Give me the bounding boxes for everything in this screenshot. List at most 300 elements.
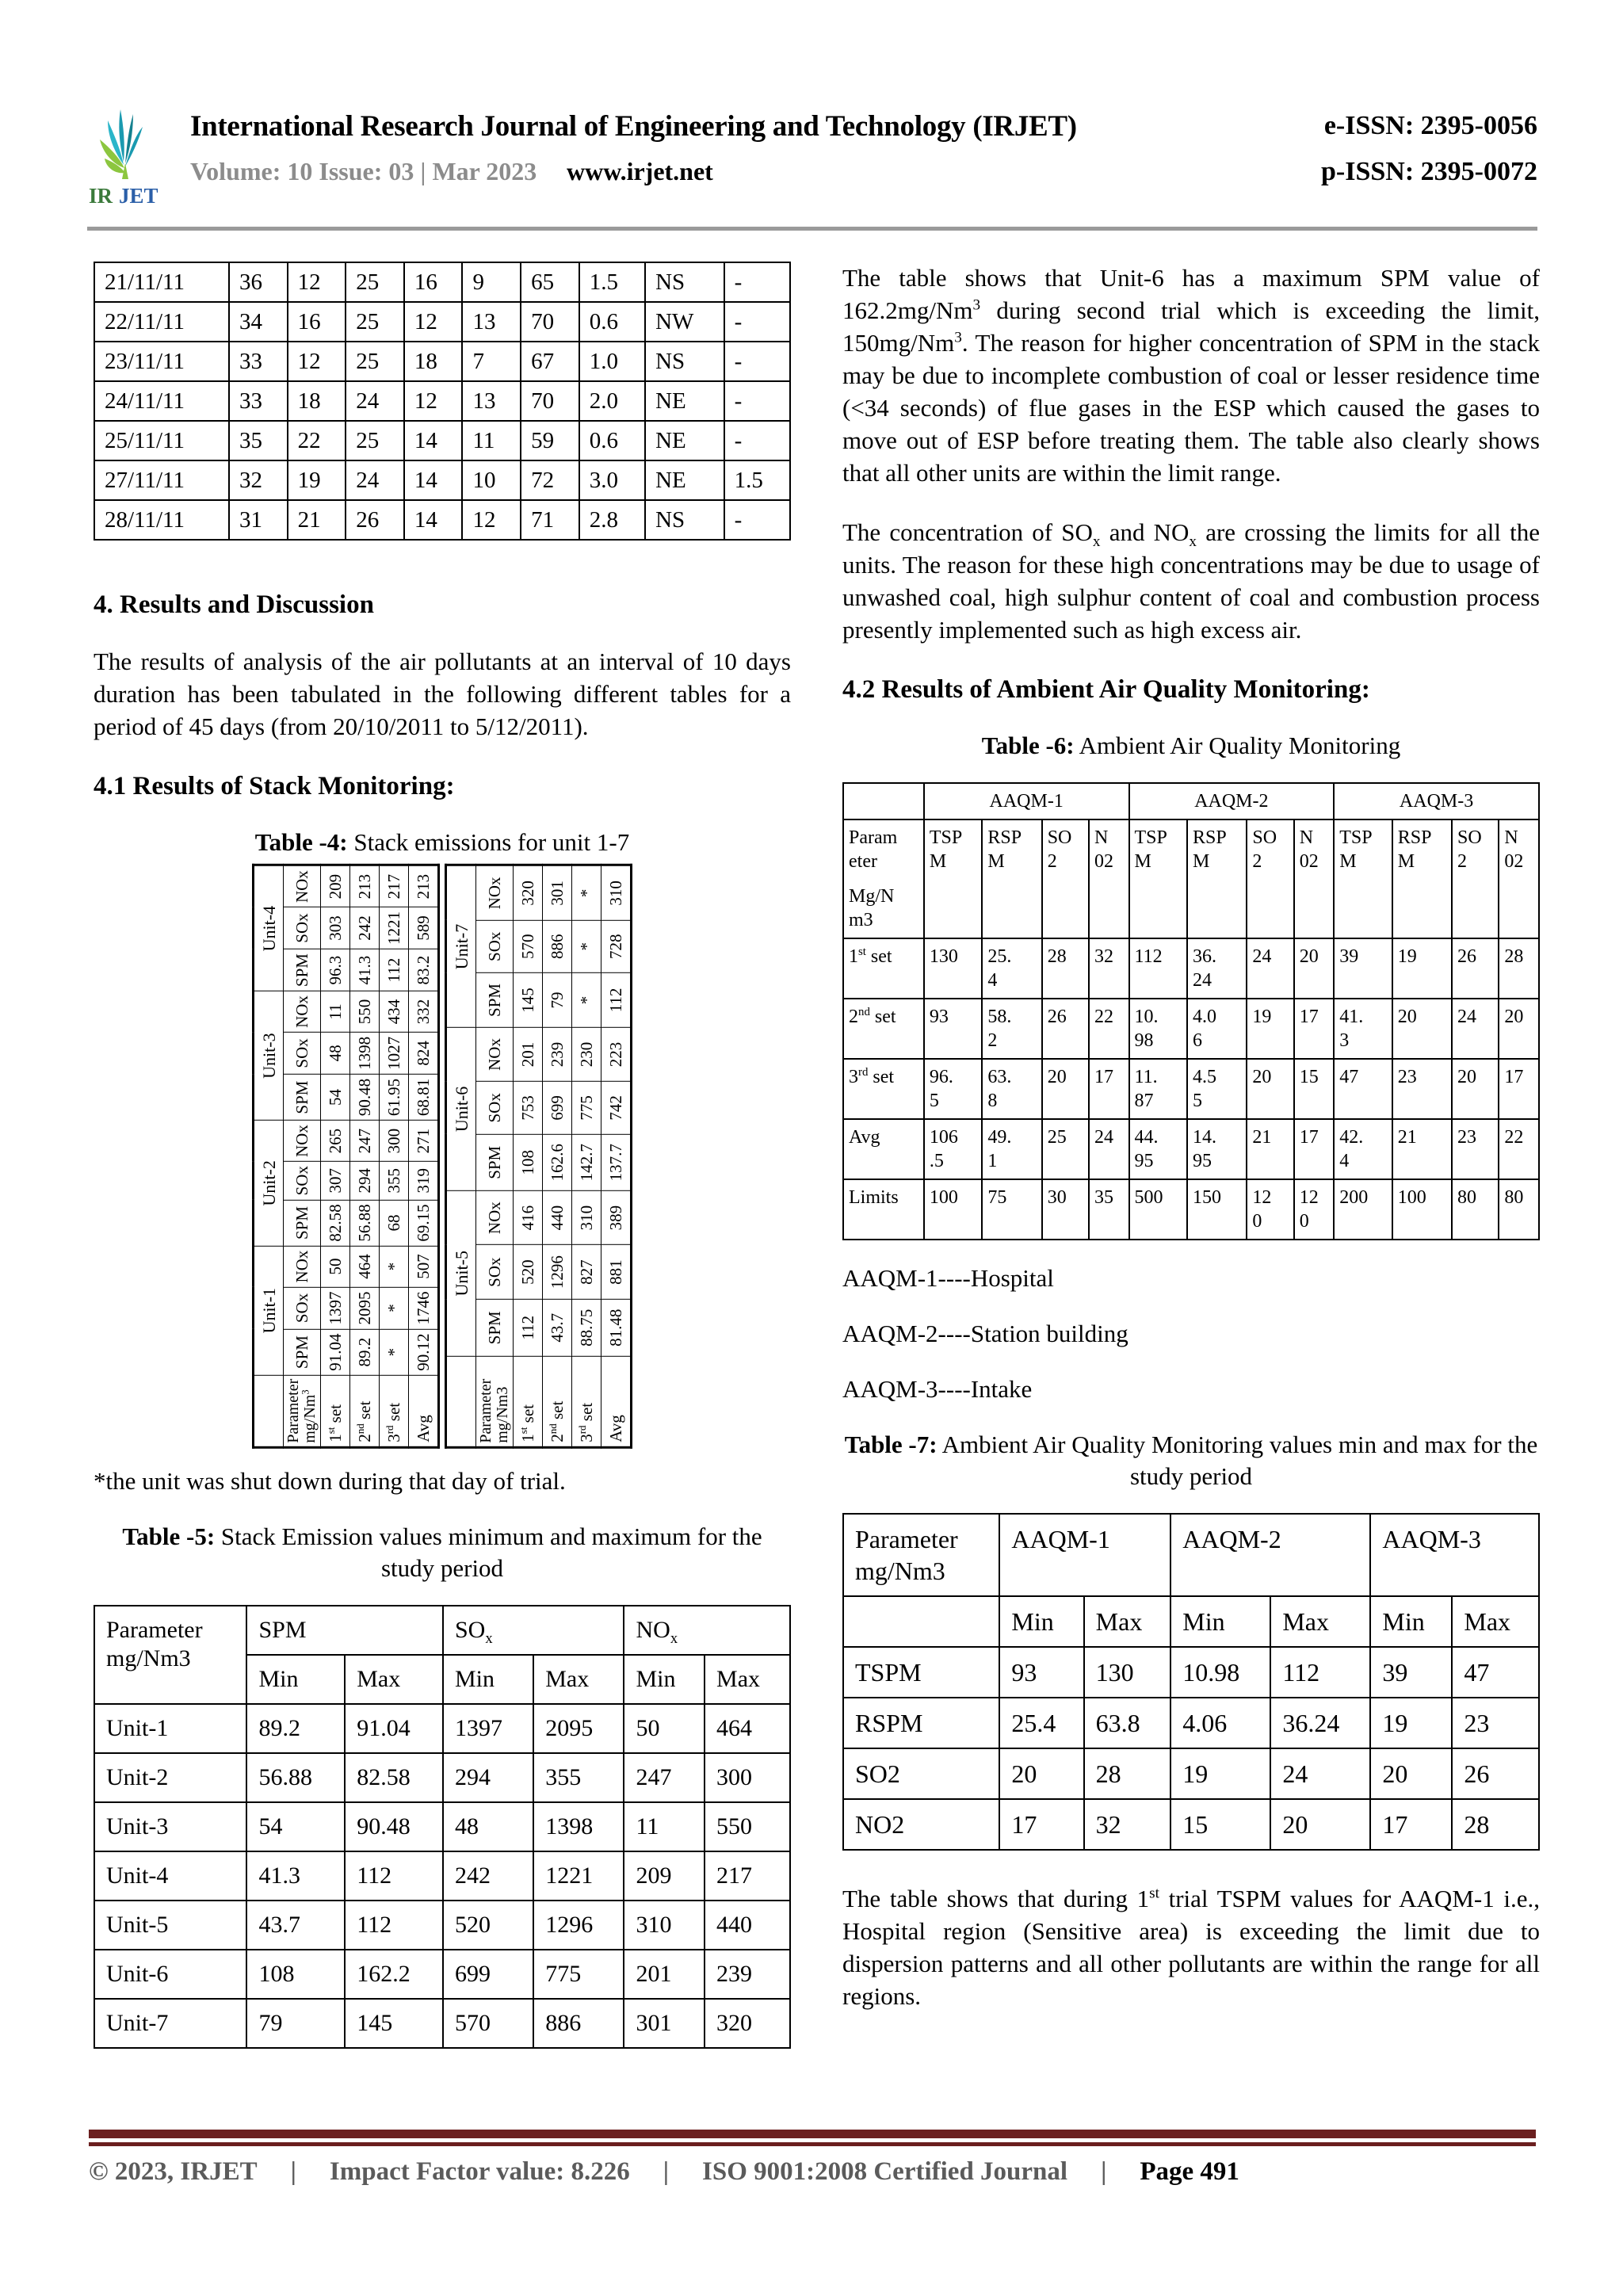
parameter-label: SO2 — [843, 1748, 999, 1799]
value-cell: 14 — [404, 460, 463, 500]
unit-header: Unit-5 — [446, 1191, 476, 1357]
table7-aaqm-minmax — [842, 1513, 1540, 1851]
param-header: TSP M — [1129, 819, 1188, 938]
value-cell: 242 — [350, 907, 380, 949]
value-cell: 108 — [514, 1134, 543, 1190]
value-cell: 25 — [1042, 1119, 1089, 1179]
paragraph-tspm-conclusion — [842, 1882, 1540, 2012]
table4-caption-label: Table -4: — [254, 828, 348, 856]
blank-cell — [843, 1596, 999, 1647]
table-row — [94, 262, 790, 302]
value-cell: 22 — [288, 421, 346, 460]
value-cell: - — [724, 500, 790, 540]
value-cell: 699 — [443, 1950, 533, 1999]
table-row — [94, 381, 790, 421]
value-cell: 17 — [1294, 999, 1334, 1059]
value-cell: 162.2 — [345, 1950, 443, 1999]
group-header: AAQM-2 — [1170, 1514, 1370, 1596]
value-cell: 26 — [1452, 1748, 1539, 1799]
value-cell: 28 — [1452, 1799, 1539, 1850]
value-cell: 70 — [521, 381, 579, 421]
table-row — [94, 342, 790, 381]
value-cell: 43.7 — [543, 1300, 572, 1356]
section-heading-ambient-air-quality: 4.2 Results of Ambient Air Quality Monitoring: — [842, 675, 1370, 704]
value-cell: 0.6 — [579, 302, 645, 342]
value-cell: 550 — [350, 991, 380, 1033]
table-row-station-headers — [843, 783, 1539, 819]
value-cell: NS — [645, 500, 724, 540]
value-cell: 742 — [601, 1082, 632, 1134]
value-cell: 775 — [533, 1950, 624, 1999]
param-header: SOx — [284, 1287, 321, 1329]
value-cell: 90.48 — [350, 1074, 380, 1120]
value-cell: 239 — [543, 1027, 572, 1081]
value-cell: 570 — [514, 920, 543, 972]
value-cell: 25 — [346, 342, 404, 381]
value-cell: 10 — [462, 460, 521, 500]
value-cell: 80 — [1499, 1179, 1539, 1240]
value-cell: 25 — [346, 421, 404, 460]
value-cell: 112 — [380, 949, 409, 991]
value-cell: 63. 8 — [982, 1059, 1041, 1119]
unit-label: Unit-1 — [94, 1704, 246, 1753]
value-cell: 20 — [999, 1748, 1083, 1799]
sub-header: Min — [1170, 1596, 1270, 1647]
value-cell: 11 — [321, 991, 350, 1033]
value-cell: 416 — [514, 1191, 543, 1245]
value-cell: 14 — [404, 500, 463, 540]
value-cell: 1221 — [533, 1851, 624, 1901]
p3-b: trial TSPM values for AAQM-1 i.e., Hospital region (Sensitive area) is exceeding the limit due to dispersion patterns and all other pollutants are within the range for all regions. — [842, 1885, 1540, 2010]
value-cell: 24 — [1270, 1748, 1370, 1799]
footer-separator-1: | — [290, 2157, 296, 2186]
value-cell: 48 — [321, 1032, 350, 1074]
table-row-units — [254, 865, 284, 1448]
value-cell: 2.8 — [579, 500, 645, 540]
value-cell: 520 — [514, 1245, 543, 1300]
value-cell: 93 — [924, 999, 983, 1059]
date-cell: 27/11/11 — [94, 460, 229, 500]
value-cell: 355 — [533, 1753, 624, 1802]
date-cell: 22/11/11 — [94, 302, 229, 342]
paragraph-spm-discussion — [842, 262, 1540, 489]
value-cell: 145 — [514, 973, 543, 1028]
table-row — [94, 460, 790, 500]
value-cell: * — [380, 1246, 409, 1287]
value-cell: 24 — [1089, 1119, 1128, 1179]
value-cell: 11. 87 — [1129, 1059, 1188, 1119]
table-row — [572, 865, 601, 1448]
unit-label: Unit-3 — [94, 1802, 246, 1851]
value-cell: 112 — [601, 973, 632, 1028]
table-row-parameter-headers — [843, 819, 1539, 938]
value-cell: 47 — [1452, 1647, 1539, 1698]
group-header: SPM — [246, 1606, 443, 1655]
value-cell: 1398 — [350, 1032, 380, 1074]
value-cell: 209 — [624, 1851, 705, 1901]
value-cell: 90.48 — [345, 1802, 443, 1851]
value-cell: 90.12 — [409, 1329, 439, 1375]
value-cell: 18 — [404, 342, 463, 381]
value-cell: 303 — [321, 907, 350, 949]
value-cell: 54 — [321, 1074, 350, 1120]
value-cell: 150 — [1187, 1179, 1247, 1240]
value-cell: 12 — [288, 262, 346, 302]
value-cell: 41.3 — [350, 949, 380, 991]
value-cell: 10. 98 — [1129, 999, 1188, 1059]
value-cell: 699 — [543, 1082, 572, 1134]
date-cell: 21/11/11 — [94, 262, 229, 302]
volume-issue: Volume: 10 Issue: 03 | Mar 2023 — [190, 157, 537, 185]
value-cell: 16 — [404, 262, 463, 302]
value-cell: 20 — [1392, 999, 1452, 1059]
value-cell: 54 — [246, 1802, 345, 1851]
value-cell: 25 — [346, 262, 404, 302]
footer-page-number: Page 491 — [1140, 2157, 1239, 2186]
date-cell: 25/11/11 — [94, 421, 229, 460]
value-cell: 824 — [409, 1032, 439, 1074]
value-cell: 43.7 — [246, 1901, 345, 1950]
param-header: SOx — [476, 920, 514, 972]
value-cell: 112 — [514, 1300, 543, 1356]
table6-caption-label: Table -6: — [981, 732, 1075, 759]
param-header: RSP M — [1392, 819, 1452, 938]
unit-label: Unit-7 — [94, 1999, 246, 2048]
value-cell: 83.2 — [409, 949, 439, 991]
value-cell: 265 — [321, 1121, 350, 1162]
value-cell: 56.88 — [350, 1200, 380, 1246]
value-cell: - — [724, 421, 790, 460]
param-header: NOx — [476, 1027, 514, 1081]
sub-header: Max — [345, 1655, 443, 1704]
value-cell: NE — [645, 421, 724, 460]
value-cell: 14. 95 — [1187, 1119, 1247, 1179]
value-cell: 137.7 — [601, 1134, 632, 1190]
value-cell: 33 — [229, 381, 288, 421]
value-cell: 310 — [601, 865, 632, 920]
value-cell: 728 — [601, 920, 632, 972]
value-cell: 775 — [572, 1082, 601, 1134]
table7-caption-label: Table -7: — [844, 1431, 938, 1458]
corner-label: Parameter mg/Nm3 — [843, 1514, 999, 1596]
svg-text:IR: IR — [89, 184, 113, 206]
sub-header: Min — [999, 1596, 1083, 1647]
value-cell: 507 — [409, 1246, 439, 1287]
value-cell: 319 — [409, 1162, 439, 1200]
param-header: SOx — [284, 907, 321, 949]
value-cell: 112 — [345, 1901, 443, 1950]
parameter-label: RSPM — [843, 1698, 999, 1748]
value-cell: 19 — [1370, 1698, 1452, 1748]
value-cell: 42. 4 — [1334, 1119, 1392, 1179]
p-issn: p-ISSN: 2395-0072 — [1321, 157, 1537, 186]
value-cell: 26 — [1452, 938, 1499, 999]
sub-header: Max — [1452, 1596, 1539, 1647]
sub-header: Min — [1370, 1596, 1452, 1647]
table4-footnote: *the unit was shut down during that day of trial. — [94, 1467, 566, 1495]
p1-b: during second trial which is exceeding the limit, 150mg/Nm — [842, 296, 1540, 357]
value-cell: 20 — [1042, 1059, 1089, 1119]
value-cell: 320 — [705, 1999, 790, 2048]
value-cell: 79 — [246, 1999, 345, 2048]
value-cell: NW — [645, 302, 724, 342]
table-row-units — [446, 865, 476, 1448]
value-cell: 1296 — [543, 1245, 572, 1300]
value-cell: 162.6 — [543, 1134, 572, 1190]
value-cell: - — [724, 342, 790, 381]
value-cell: 33 — [229, 342, 288, 381]
value-cell: 15 — [1170, 1799, 1270, 1850]
value-cell: 320 — [514, 865, 543, 920]
param-header: NOx — [476, 1191, 514, 1245]
value-cell: 130 — [924, 938, 983, 999]
value-cell: 301 — [543, 865, 572, 920]
value-cell: 209 — [321, 865, 350, 907]
table-row — [514, 865, 543, 1448]
value-cell: 247 — [350, 1121, 380, 1162]
group-header: AAQM-3 — [1370, 1514, 1539, 1596]
value-cell: 18 — [288, 381, 346, 421]
sub-header: Max — [705, 1655, 790, 1704]
row-label: 1st set — [843, 938, 924, 999]
table-row — [94, 1851, 790, 1901]
value-cell: 223 — [601, 1027, 632, 1081]
row-label: Avg — [843, 1119, 924, 1179]
value-cell: 589 — [409, 907, 439, 949]
value-cell: 1.5 — [724, 460, 790, 500]
p1-sup1: 3 — [972, 296, 981, 314]
value-cell: 11 — [462, 421, 521, 460]
parameter-label: NO2 — [843, 1799, 999, 1850]
value-cell: 200 — [1334, 1179, 1392, 1240]
footer-certification: ISO 9001:2008 Certified Journal — [702, 2157, 1068, 2186]
value-cell: 82.58 — [321, 1200, 350, 1246]
value-cell: 1221 — [380, 907, 409, 949]
unit-label: Unit-4 — [94, 1851, 246, 1901]
table7-caption-text: Ambient Air Quality Monitoring values min and max for the study period — [937, 1431, 1538, 1490]
value-cell: 19 — [1247, 999, 1293, 1059]
value-cell: 112 — [1129, 938, 1188, 999]
value-cell: 26 — [346, 500, 404, 540]
value-cell: 79 — [543, 973, 572, 1028]
value-cell: 1296 — [533, 1901, 624, 1950]
table-row — [843, 1119, 1539, 1179]
row-label: 1st set — [514, 1356, 543, 1447]
value-cell: 21 — [288, 500, 346, 540]
p2-a: The concentration of SO — [842, 518, 1093, 546]
unit-header: Unit-1 — [254, 1246, 284, 1375]
value-cell: 50 — [321, 1246, 350, 1287]
value-cell: * — [380, 1287, 409, 1329]
value-cell: 89.2 — [350, 1329, 380, 1375]
aaqm-legend-item-2: AAQM-2----Station building — [842, 1320, 1128, 1347]
value-cell: 20 — [1294, 938, 1334, 999]
value-cell: 332 — [409, 991, 439, 1033]
unit-header: Unit-7 — [446, 865, 476, 1028]
value-cell: 239 — [705, 1950, 790, 1999]
value-cell: 19 — [1170, 1748, 1270, 1799]
value-cell: 58. 2 — [982, 999, 1041, 1059]
parameter-corner: Param eter Mg/N m3 — [843, 819, 924, 938]
group-header: $SO_x$ — [443, 1606, 624, 1655]
value-cell: 440 — [705, 1901, 790, 1950]
value-cell: 35 — [229, 421, 288, 460]
value-cell: 25 — [346, 302, 404, 342]
value-cell: 13 — [462, 302, 521, 342]
row-label: 3rd set — [572, 1356, 601, 1447]
param-header: SOx — [284, 1032, 321, 1074]
sub-header: Min — [246, 1655, 345, 1704]
table4-caption-text: Stack emissions for unit 1-7 — [347, 828, 630, 856]
param-header: SPM — [284, 1074, 321, 1120]
value-cell: 59 — [521, 421, 579, 460]
value-cell: NE — [645, 460, 724, 500]
table-row — [843, 1179, 1539, 1240]
value-cell: 70 — [521, 302, 579, 342]
p3-sup: st — [1149, 1885, 1159, 1902]
unit-label: Unit-5 — [94, 1901, 246, 1950]
aaqm-legend-item-3: AAQM-3----Intake — [842, 1375, 1033, 1403]
value-cell: 20 — [1270, 1799, 1370, 1850]
value-cell: 9 — [462, 262, 521, 302]
footer-divider-thick — [89, 2130, 1536, 2138]
table6-caption — [842, 730, 1540, 762]
aaqm-legend-item-1: AAQM-1----Hospital — [842, 1264, 1054, 1292]
value-cell: 108 — [246, 1950, 345, 1999]
station-header: AAQM-2 — [1129, 783, 1335, 819]
page-footer — [89, 2157, 1536, 2187]
value-cell: 520 — [443, 1901, 533, 1950]
value-cell: 1397 — [443, 1704, 533, 1753]
value-cell: 570 — [443, 1999, 533, 2048]
e-issn: e-ISSN: 2395-0056 — [1323, 111, 1537, 140]
daily-readings-table — [94, 262, 791, 541]
sub-header: Min — [443, 1655, 533, 1704]
value-cell: 25. 4 — [982, 938, 1041, 999]
value-cell: * — [572, 920, 601, 972]
sub-header: Min — [624, 1655, 705, 1704]
row-label: Avg — [601, 1356, 632, 1447]
value-cell: 4.5 5 — [1187, 1059, 1247, 1119]
value-cell: 48 — [443, 1802, 533, 1851]
table-row — [543, 865, 572, 1448]
value-cell: 17 — [1294, 1119, 1334, 1179]
value-cell: 242 — [443, 1851, 533, 1901]
table-row — [601, 865, 632, 1448]
value-cell: 2095 — [350, 1287, 380, 1329]
value-cell: 434 — [380, 991, 409, 1033]
value-cell: 11 — [624, 1802, 705, 1851]
param-header: SOx — [476, 1245, 514, 1300]
value-cell: 28 — [1084, 1748, 1171, 1799]
table-row-group-headers — [843, 1514, 1539, 1596]
paragraph-sox-nox-discussion — [842, 516, 1540, 646]
value-cell: 217 — [705, 1851, 790, 1901]
table-row — [94, 1753, 790, 1802]
p1-sup2: 3 — [954, 329, 962, 346]
table4-caption — [94, 827, 791, 858]
parameter-label: Parameter mg/Nm3 — [476, 1356, 514, 1447]
footer-separator-3: | — [1101, 2157, 1107, 2186]
value-cell: 12 — [404, 381, 463, 421]
value-cell: 1.0 — [579, 342, 645, 381]
row-label: 3rd set — [843, 1059, 924, 1119]
table4-block-a — [252, 864, 440, 1449]
irjet-logo — [87, 103, 182, 206]
value-cell: 82.58 — [345, 1753, 443, 1802]
value-cell: 0.6 — [579, 421, 645, 460]
value-cell: 7 — [462, 342, 521, 381]
value-cell: 22 — [1089, 999, 1128, 1059]
value-cell: 301 — [624, 1999, 705, 2048]
value-cell: 23 — [1452, 1119, 1499, 1179]
row-label: 2nd set — [543, 1356, 572, 1447]
value-cell: 355 — [380, 1162, 409, 1200]
param-header: SOx — [284, 1162, 321, 1200]
value-cell: 89.2 — [246, 1704, 345, 1753]
value-cell: 28 — [1499, 938, 1539, 999]
value-cell: 464 — [705, 1704, 790, 1753]
param-header: RSP M — [982, 819, 1041, 938]
unit-header: Unit-4 — [254, 865, 284, 991]
value-cell: 23 — [1452, 1698, 1539, 1748]
value-cell: 300 — [705, 1753, 790, 1802]
value-cell: NE — [645, 381, 724, 421]
value-cell: 75 — [982, 1179, 1041, 1240]
value-cell: 886 — [533, 1999, 624, 2048]
value-cell: 881 — [601, 1245, 632, 1300]
corner-blank — [843, 783, 924, 819]
value-cell: 96. 5 — [924, 1059, 983, 1119]
value-cell: 389 — [601, 1191, 632, 1245]
svg-text:JET: JET — [119, 184, 158, 206]
table-row — [843, 999, 1539, 1059]
param-header: SPM — [284, 949, 321, 991]
value-cell: 23 — [1392, 1059, 1452, 1119]
unit-label: Unit-2 — [94, 1753, 246, 1802]
corner-label: Parameter mg/Nm3 — [94, 1606, 246, 1704]
value-cell: - — [724, 302, 790, 342]
value-cell: 35 — [1089, 1179, 1128, 1240]
value-cell: 15 — [1294, 1059, 1334, 1119]
value-cell: 22 — [1499, 1119, 1539, 1179]
param-header: N 02 — [1499, 819, 1539, 938]
table-row — [843, 1799, 1539, 1850]
footer-separator-2: | — [663, 2157, 669, 2186]
value-cell: 24 — [1247, 938, 1293, 999]
param-header: N 02 — [1089, 819, 1128, 938]
param-header: NOx — [284, 1121, 321, 1162]
value-cell: 310 — [572, 1191, 601, 1245]
param-header: N 02 — [1294, 819, 1334, 938]
value-cell: 217 — [380, 865, 409, 907]
value-cell: 93 — [999, 1647, 1083, 1698]
value-cell: 24 — [346, 381, 404, 421]
section-heading-results-discussion: 4. Results and Discussion — [94, 590, 374, 619]
param-header: NOx — [284, 991, 321, 1033]
journal-website[interactable]: www.irjet.net — [567, 157, 713, 185]
value-cell: 201 — [624, 1950, 705, 1999]
param-header: SPM — [284, 1329, 321, 1375]
group-header: $NO_x$ — [624, 1606, 790, 1655]
value-cell: 550 — [705, 1802, 790, 1851]
param-header: SO 2 — [1042, 819, 1089, 938]
corner-blank — [446, 1356, 476, 1447]
value-cell: 36 — [229, 262, 288, 302]
parameter-label: Parameter mg/Nm$^3$ — [284, 1375, 321, 1447]
value-cell: 67 — [521, 342, 579, 381]
unit-header: Unit-2 — [254, 1121, 284, 1246]
